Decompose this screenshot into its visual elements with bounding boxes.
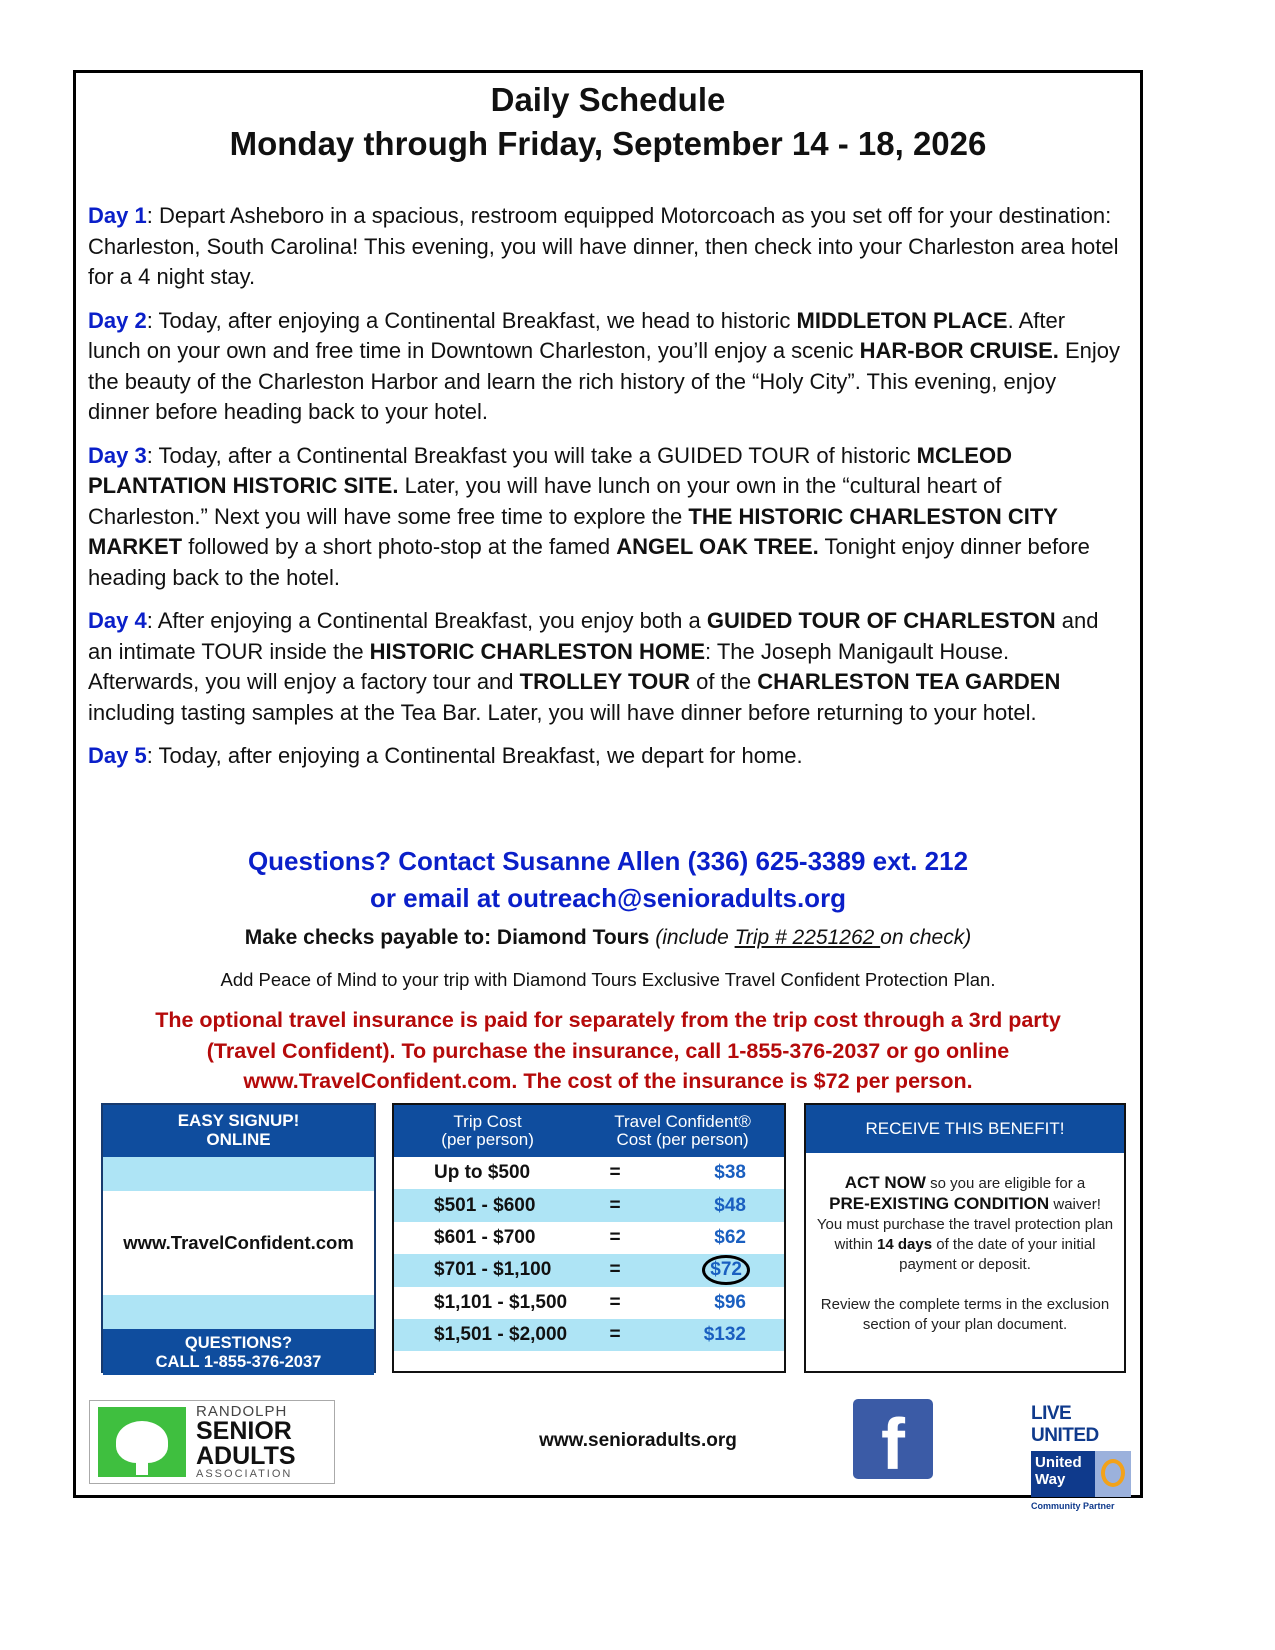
table-row (394, 1287, 784, 1319)
day-item (88, 741, 1122, 772)
insurance-line-1: The optional travel insurance is paid for separately from the trip cost through a 3rd party (155, 1008, 1061, 1032)
day-text: : The Joseph Manigault House. Afterwards, you will enjoy a factory tour and (88, 638, 1010, 694)
day-label: Day 3 (88, 442, 147, 468)
day-highlight: MCLEOD PLANTATION HISTORIC SITE. (88, 442, 1012, 498)
col-header-line: Cost (per person) (616, 1130, 749, 1149)
day-text: : After enjoying a Continental Breakfast, you enjoy both a (146, 608, 707, 633)
day-text: of the (689, 669, 758, 694)
trip-cost-range: $501 - $600 (434, 1194, 536, 1216)
benefit-text: of the date of your initial payment or deposit. (899, 1236, 1096, 1273)
col-header-line: Trip Cost (453, 1112, 522, 1131)
rsa-line: RANDOLPH (196, 1403, 288, 1420)
benefit-review: Review the complete terms in the exclusion section of your plan document. (820, 1296, 1110, 1333)
col-trip-cost (394, 1113, 581, 1149)
equals-sign: = (609, 1162, 621, 1184)
day-highlight: CHARLESTON TEA GARDEN (757, 669, 1061, 694)
contact-phone[interactable]: Questions? Contact Susanne Allen (336) 625-3389 ext. 212 (247, 846, 969, 876)
equals-sign: = (609, 1259, 621, 1281)
col-tc-cost (581, 1113, 784, 1149)
checks-italic-open: (include (655, 926, 735, 949)
day-highlight: MIDDLETON PLACE (796, 307, 1008, 333)
equals-sign: = (609, 1226, 621, 1248)
united-way-word: United Way (1031, 1451, 1095, 1497)
rates-body (394, 1157, 784, 1351)
day-label: Day 4 (88, 608, 147, 633)
day-text: . After lunch on your own and free time in Downtown Charleston, you’ll enjoy a scenic (88, 307, 1066, 363)
signup-box (101, 1103, 376, 1373)
page-title: Daily Schedule (490, 81, 726, 118)
signup-footer-line: QUESTIONS? (184, 1334, 293, 1352)
day-item (88, 201, 1122, 293)
benefit-text: You must purchase the travel protection plan within (816, 1216, 1114, 1253)
days-limit: 14 days (877, 1236, 933, 1253)
day-text: including tasting samples at the Tea Bar. Later, you will have dinner before returning to your hotel. (88, 699, 1037, 725)
circled-cost: $72 (702, 1255, 750, 1285)
day-text: : Depart Asheboro in a spacious, restroom equipped Motorcoach as you set off for your destination: Charleston, South Carolina! This evening, you will have dinner, then check into your Charleston area hotel for a 4 night stay. (88, 203, 1119, 289)
insurance-cost: $38 (714, 1162, 746, 1184)
day-highlight: HISTORIC CHARLESTON HOME (369, 638, 705, 664)
pre-existing: PRE-EXISTING CONDITION (829, 1194, 1050, 1213)
benefit-header: RECEIVE THIS BENEFIT! (806, 1105, 1124, 1153)
trip-cost-range: $1,101 - $1,500 (434, 1291, 568, 1313)
community-partner: Community Partner (1031, 1501, 1115, 1511)
peace-of-mind: Add Peace of Mind to your trip with Diamond Tours Exclusive Travel Confident Protection Plan. (220, 969, 996, 990)
signup-header (103, 1105, 374, 1157)
united-way-icon (1095, 1451, 1131, 1497)
rsa-line: ADULTS (196, 1442, 296, 1470)
website-link[interactable]: www.senioradults.org (539, 1430, 737, 1451)
table-row (394, 1189, 784, 1221)
equals-sign: = (609, 1324, 621, 1346)
day-label: Day 1 (88, 203, 147, 228)
day-label: Day 2 (88, 307, 147, 333)
day-highlight: GUIDED TOUR OF CHARLESTON (706, 608, 1056, 633)
rates-table (392, 1103, 786, 1373)
day-text: : Today, after enjoying a Continental Breakfast, we depart for home. (146, 743, 803, 768)
trip-number: Trip # 2251262 (734, 926, 881, 949)
day-highlight: TROLLEY TOUR (519, 669, 690, 694)
day-item (88, 306, 1122, 428)
table-row (394, 1254, 784, 1286)
trip-cost-range: $601 - $700 (434, 1226, 536, 1248)
insurance-cost: $96 (714, 1291, 746, 1313)
trip-cost-range: Up to $500 (434, 1162, 531, 1184)
day-text: and an intimate TOUR inside the (88, 608, 1099, 664)
insurance-cost: $62 (714, 1226, 746, 1248)
band (103, 1157, 374, 1191)
benefit-box (804, 1103, 1126, 1373)
day-item (88, 441, 1122, 594)
signup-footer (103, 1329, 374, 1375)
insurance-cost: $48 (714, 1194, 746, 1216)
benefit-text: waiver! (1049, 1196, 1101, 1213)
contact-info (76, 843, 1140, 917)
facebook-icon[interactable]: f (853, 1399, 933, 1479)
checks-italic-close: on check) (880, 926, 972, 949)
insurance-cost (650, 1255, 784, 1285)
insurance-line-3: www.TravelConfident.com. The cost of the insurance is $72 per person. (243, 1069, 973, 1093)
united-way-logo (1031, 1403, 1136, 1511)
day-highlight: THE HISTORIC CHARLESTON CITY MARKET (88, 503, 1058, 559)
day-text: Later, you will have lunch on your own in the “cultural heart of Charleston.” Next you will have some free time to explore the (88, 473, 1002, 529)
band (103, 1295, 374, 1329)
table-row (394, 1319, 784, 1351)
day-text: : Today, after a Continental Breakfast you will take a GUIDED TOUR of historic (146, 442, 917, 468)
benefit-body (806, 1153, 1124, 1335)
signup-header-line: EASY SIGNUP! (177, 1111, 300, 1130)
table-row (394, 1222, 784, 1254)
col-header-line: Travel Confident® (614, 1112, 751, 1131)
signup-header-line: ONLINE (206, 1130, 271, 1149)
act-now: ACT NOW (844, 1173, 926, 1192)
day-text: followed by a short photo-stop at the famed (182, 534, 617, 559)
day-text: : Today, after enjoying a Continental Breakfast, we head to historic (146, 307, 797, 333)
insurance-notice (76, 1005, 1140, 1097)
flyer-frame (73, 70, 1143, 1511)
rsa-line: SENIOR (196, 1417, 292, 1445)
day-highlight: HAR-BOR CRUISE. (859, 338, 1059, 363)
table-row (394, 1157, 784, 1189)
equals-sign: = (609, 1291, 621, 1313)
travel-confident-link[interactable]: www.TravelConfident.com (123, 1232, 354, 1253)
insurance-line-2: (Travel Confident). To purchase the insurance, call 1-855-376-2037 or go online (206, 1038, 1010, 1063)
rsa-line: ASSOCIATION (196, 1468, 293, 1480)
day-text: Tonight enjoy dinner before heading back to the hotel. (88, 534, 1090, 590)
daily-schedule (88, 201, 1122, 785)
united-way-badge (1031, 1451, 1131, 1497)
trip-cost-range: $701 - $1,100 (434, 1259, 552, 1281)
equals-sign: = (609, 1194, 621, 1216)
insurance-cost: $132 (703, 1324, 746, 1346)
checks-payable (76, 926, 1140, 950)
contact-email[interactable]: or email at outreach@senioradults.org (369, 883, 847, 913)
day-highlight: ANGEL OAK TREE. (616, 534, 819, 559)
day-item (88, 606, 1122, 728)
trip-cost-range: $1,501 - $2,000 (434, 1324, 568, 1346)
day-text: Enjoy the beauty of the Charleston Harbor and learn the rich history of the “Holy City”. This evening, enjoy dinner before heading back to your hotel. (88, 338, 1121, 424)
checks-prefix: Make checks payable to: Diamond Tours (244, 926, 656, 949)
live-united: LIVE UNITED (1031, 1403, 1099, 1446)
rates-header (394, 1105, 784, 1157)
signup-phone[interactable]: CALL 1-855-376-2037 (155, 1353, 322, 1371)
benefit-text: so you are eligible for a (925, 1175, 1086, 1192)
day-label: Day 5 (88, 743, 147, 768)
col-header-line: (per person) (441, 1130, 534, 1149)
date-range: Monday through Friday, September 14 - 18, 2026 (229, 125, 987, 162)
